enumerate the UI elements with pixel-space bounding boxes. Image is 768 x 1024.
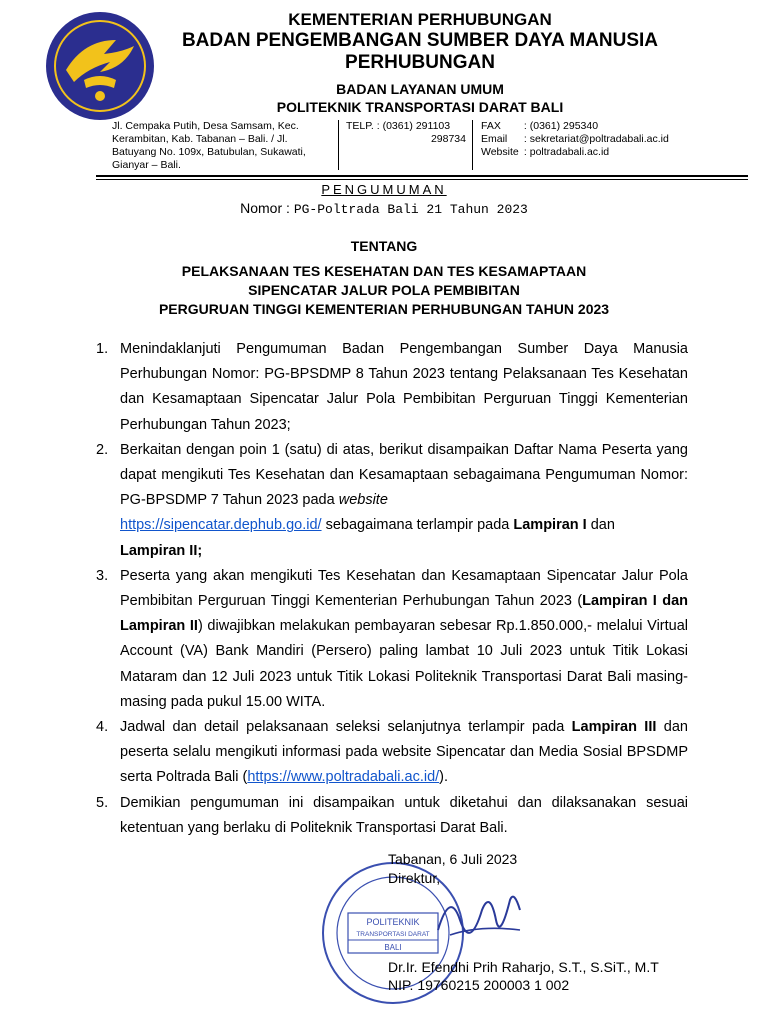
address-line: Jl. Cempaka Putih, Desa Samsam, Kec. [112,120,299,132]
ministry-logo-icon [44,10,156,122]
announcement-number [0,200,768,217]
attachment-ref: Lampiran II; [120,542,203,559]
subject-line: PERGURUAN TINGGI KEMENTERIAN PERHUBUNGAN TAHUN 2023 [158,301,610,317]
website-label: Website [481,146,519,158]
attachment-ref: Lampiran III [571,719,657,736]
list-item [96,791,688,841]
letterhead-agency: BADAN PENGEMBANGAN SUMBER DAYA MANUSIA [181,30,659,51]
handwritten-signature [430,880,530,950]
item-text: Jadwal dan detail pelaksanaan seleksi selanjutnya terlampir pada [120,719,572,736]
subject-line: PELAKSANAAN TES KESEHATAN DAN TES KESAMAPTAAN [181,263,587,279]
signer-nip: NIP. 19760215 200003 1 002 [388,977,570,993]
announcement-title: PENGUMUMAN [321,182,447,197]
item-text: Menindaklanjuti Pengumuman Badan Pengembangan Sumber Daya Manusia Perhubungan Nomor: PG-BPSDMP 8 Tahun 2023 tentang Pelaksanaan Tes Kesehatan dan Kesamaptaan Sipencatar Jalur Pola Pembibitan Perguruan Tinggi Kementerian Perhubungan Tahun 2023; [120,341,688,433]
address-line: Kerambitan, Kab. Tabanan – Bali. / Jl. [112,133,288,145]
announcement-items [96,337,688,841]
website-value[interactable]: : poltradabali.ac.id [523,146,610,158]
subject-heading [0,262,768,319]
fax-email-block [481,120,741,159]
item-number: 5. [96,794,109,811]
email-value[interactable]: : sekretariat@poltradabali.ac.id [523,133,669,145]
place-date: Tabanan, 6 Juli 2023 [388,851,518,867]
phone-line-2: 298734 [430,133,466,145]
item-text: sebagaimana terlampir pada [321,517,514,534]
letterhead [160,10,680,116]
poltrada-link[interactable]: https://www.poltradabali.ac.id/ [247,769,440,786]
item-number: 1. [96,341,109,357]
fax-value: : (0361) 295340 [523,120,599,132]
header-rule-thin [96,179,748,180]
item-text: dan [586,517,615,534]
item-text: Berkaitan dengan poin 1 (satu) di atas, berikut disampaikan Daftar Nama Peserta yang dapat mengikuti Tes Kesehatan dan Kesamaptaan sebagaimana Pengumuman Nomor: PG-BPSDMP 7 Tahun 2023 pada [120,441,688,509]
divider [472,120,473,170]
phone-line: TELP. : (0361) 291103 [346,120,451,132]
stamp-top-text: POLITEKNIK [366,917,420,927]
item-number: 2. [96,441,109,458]
number-label: Nomor : [240,200,290,216]
phone-block [346,120,466,146]
signer-name: Dr.Ir. Efendhi Prih Raharjo, S.T., S.SiT., M.T [388,959,659,975]
item-number: 4. [96,719,109,736]
number-value: PG-Poltrada Bali 21 Tahun 2023 [293,202,528,217]
item-number: 3. [96,567,109,584]
list-item [96,715,688,791]
italic-word: website [338,492,388,509]
letterhead-institution: POLITEKNIK TRANSPORTASI DARAT BALI [276,99,564,115]
item-text: ) diwajibkan melakukan pembayaran sebesar Rp.1.850.000,- melalui Virtual Account (VA) Bank Mandiri (Persero) paling lambat 10 Juli 2023 untuk Titik Lokasi Mataram dan 12 Juli 2023 untuk Titik Lokasi Politeknik Transportasi Darat Bali masing-masing pada pukul 15.00 WITA. [120,618,688,710]
address-block [112,120,337,172]
item-text: Demikian pengumuman ini disampaikan untuk diketahui dan dilaksanakan sesuai ketentuan yang berlaku di Politeknik Transportasi Darat Bali. [120,794,688,836]
about-heading: TENTANG [350,238,418,254]
header-rule [96,175,748,177]
address-line: Batuyang No. 109x, Batubulan, Sukawati, [112,146,306,158]
fax-label: FAX [481,120,501,132]
subject-line: SIPENCATAR JALUR POLA PEMBIBITAN [248,282,520,298]
item-text: Peserta yang akan mengikuti Tes Kesehatan dan Kesamaptaan Sipencatar Jalur Pola Pembibitan Perguruan Tinggi Kementerian Perhubungan Tahun 2023 ( [120,567,688,610]
address-line: Gianyar – Bali. [112,159,181,171]
signer-position: Direktur, [388,870,441,886]
divider [338,120,339,170]
item-text: ). [439,769,449,786]
list-item [96,337,688,438]
list-item [96,564,688,715]
item-text: dan peserta selalu mengikuti informasi pada website Sipencatar dan Media Sosial BPSDMP serta Poltrada Bali ( [120,719,688,786]
letterhead-unit: BADAN LAYANAN UMUM [336,81,504,97]
stamp-bottom-text: BALI [384,943,402,952]
email-label: Email [481,133,508,145]
attachment-ref: Lampiran I [513,517,587,534]
letterhead-ministry: KEMENTERIAN PERHUBUNGAN [288,10,552,29]
list-item [96,438,688,564]
stamp-mid-text: TRANSPORTASI DARAT [356,931,430,938]
attachment-ref: Lampiran I dan Lampiran II [120,593,688,635]
letterhead-agency-cont: PERHUBUNGAN [345,52,495,73]
sipencatar-link[interactable]: https://sipencatar.dephub.go.id/ [120,517,322,534]
